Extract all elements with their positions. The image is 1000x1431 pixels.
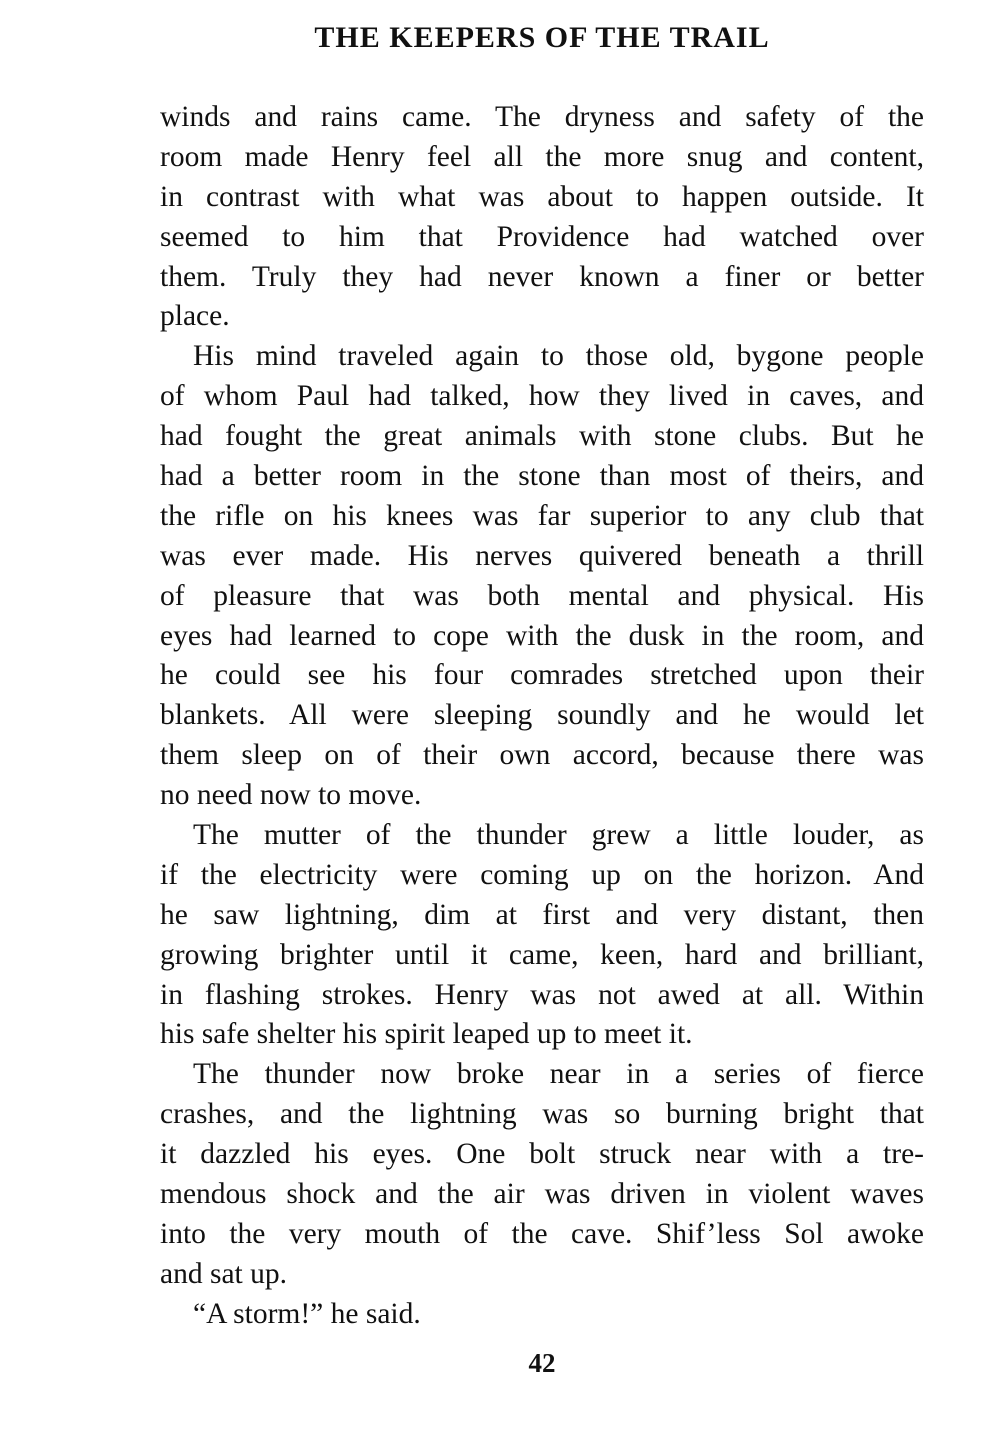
text-line: mendous shock and the air was driven in violent waves bbox=[160, 1178, 924, 1211]
text-line: no need now to move. bbox=[160, 779, 422, 812]
text-line: growing brighter until it came, keen, hard and brilliant, bbox=[160, 938, 924, 971]
text-line: in flashing strokes. Henry was not awed at all. Within bbox=[160, 978, 924, 1011]
text-line: seemed to him that Providence had watched over bbox=[160, 220, 924, 253]
text-line: into the very mouth of the cave. Shif’less Sol awoke bbox=[160, 1217, 924, 1250]
text-line: in contrast with what was about to happen outside. It bbox=[160, 180, 924, 213]
text-line: of pleasure that was both mental and physical. His bbox=[160, 579, 924, 612]
text-line: was ever made. His nerves quivered beneath a thrill bbox=[160, 539, 924, 572]
body-text bbox=[160, 98, 924, 1335]
text-line: The thunder now broke near in a series of fierce bbox=[193, 1058, 924, 1091]
text-line: crashes, and the lightning was so burning bright that bbox=[160, 1098, 924, 1131]
paragraph bbox=[160, 816, 924, 1055]
text-line: room made Henry feel all the more snug and content, bbox=[160, 140, 924, 173]
text-line: if the electricity were coming up on the horizon. And bbox=[160, 858, 924, 891]
text-line: them sleep on of their own accord, because there was bbox=[160, 739, 924, 772]
text-line: of whom Paul had talked, how they lived in caves, and bbox=[160, 380, 924, 413]
page-number: 42 bbox=[528, 1348, 556, 1378]
running-head: THE KEEPERS OF THE TRAIL bbox=[314, 21, 770, 54]
text-line: he saw lightning, dim at first and very distant, then bbox=[160, 898, 924, 931]
text-line: eyes had learned to cope with the dusk in the room, and bbox=[160, 619, 924, 652]
text-line: had a better room in the stone than most of theirs, and bbox=[160, 460, 924, 493]
text-line: blankets. All were sleeping soundly and he would let bbox=[160, 699, 924, 732]
text-line: His mind traveled again to those old, bygone people bbox=[193, 340, 924, 373]
text-line: the rifle on his knees was far superior to any club that bbox=[160, 499, 924, 532]
text-line: them. Truly they had never known a finer or better bbox=[160, 260, 924, 293]
text-line: had fought the great animals with stone clubs. But he bbox=[160, 420, 924, 453]
paragraph bbox=[160, 1295, 924, 1335]
text-line: he could see his four comrades stretched upon their bbox=[160, 659, 924, 692]
paragraph bbox=[160, 1055, 924, 1294]
text-line: his safe shelter his spirit leaped up to meet it. bbox=[160, 1018, 693, 1051]
text-line: winds and rains came. The dryness and safety of the bbox=[160, 101, 924, 133]
paragraph bbox=[160, 337, 924, 816]
text-line: “A storm!” he said. bbox=[193, 1297, 421, 1330]
text-line: it dazzled his eyes. One bolt struck near with a tre- bbox=[160, 1138, 924, 1171]
paragraph bbox=[160, 98, 924, 337]
text-line: place. bbox=[160, 300, 230, 333]
text-line: and sat up. bbox=[160, 1257, 287, 1290]
text-line: The mutter of the thunder grew a little louder, as bbox=[193, 819, 924, 852]
